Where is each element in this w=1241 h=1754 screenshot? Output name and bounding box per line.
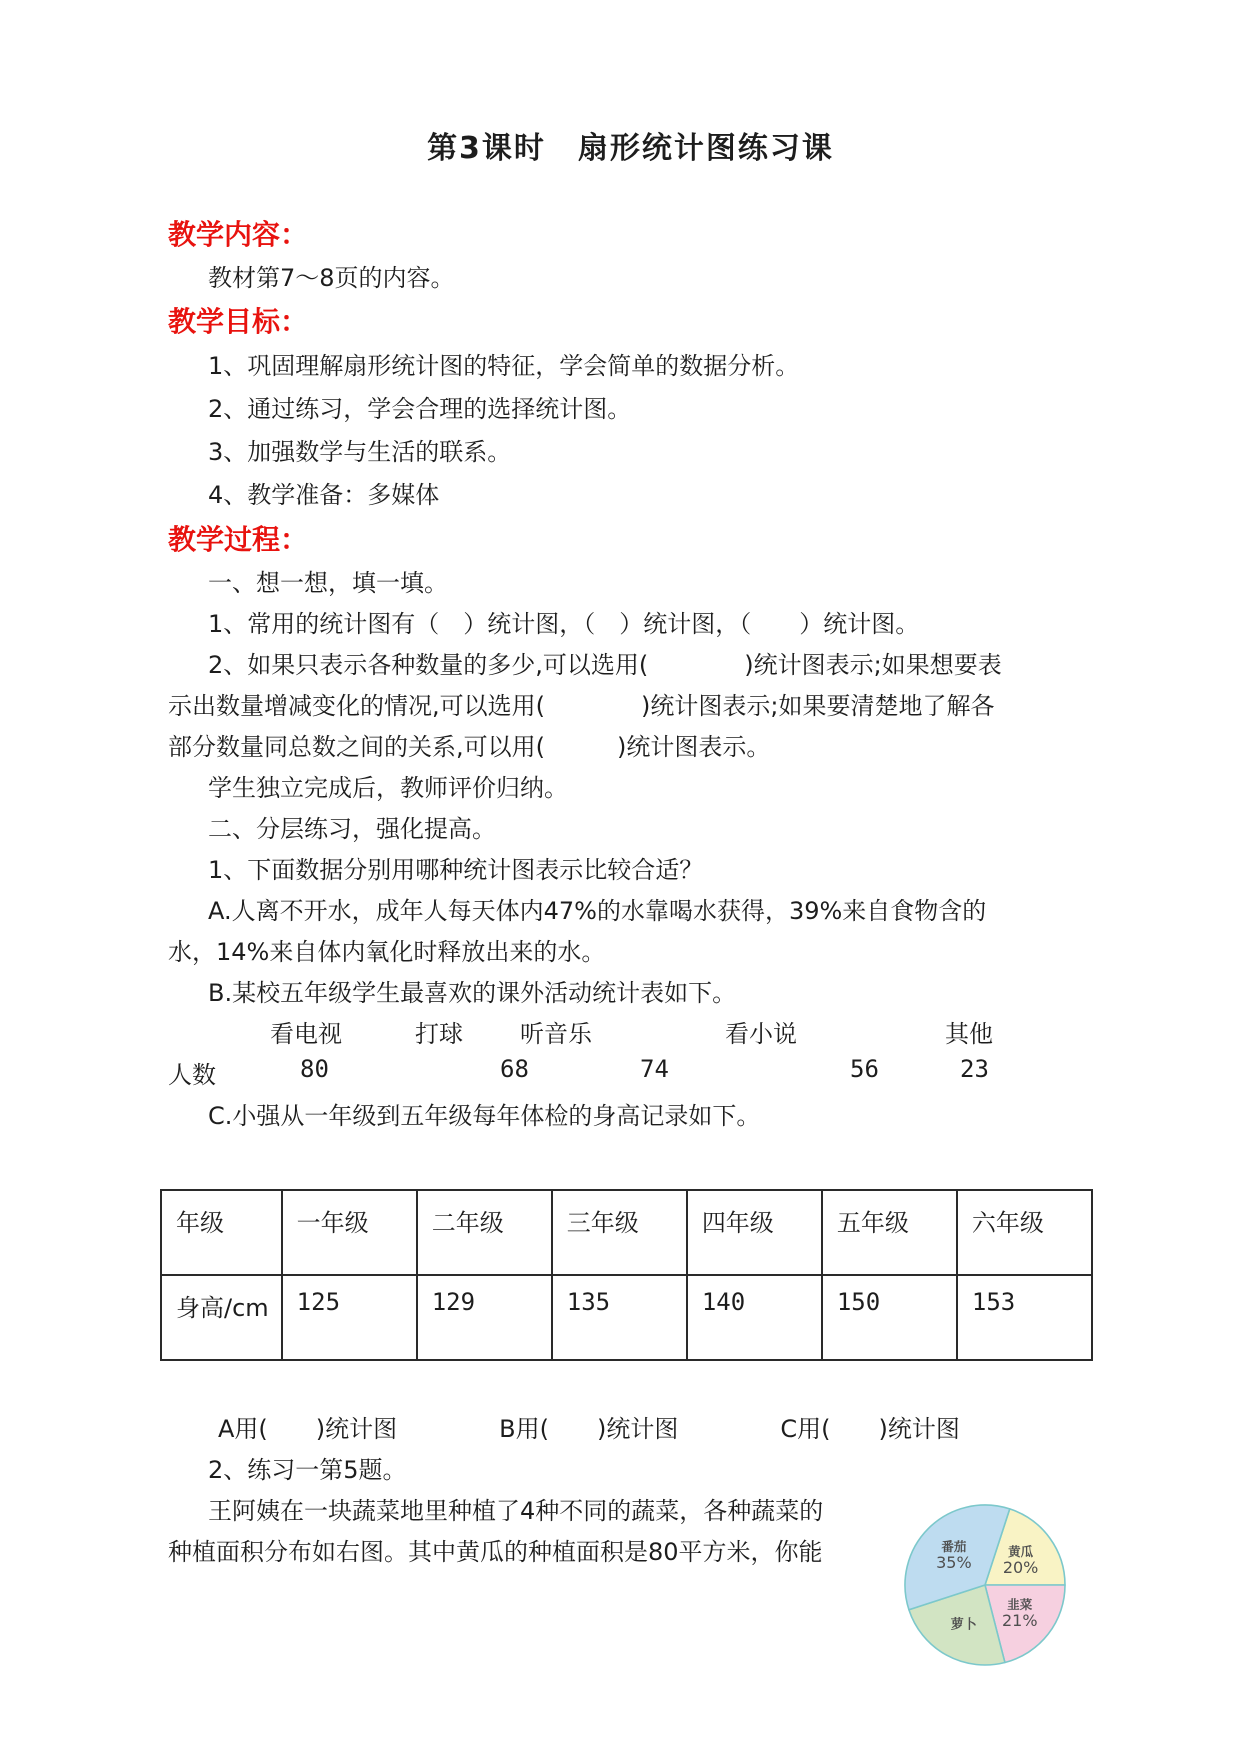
process-line: B.某校五年级学生最喜欢的课外活动统计表如下。 bbox=[208, 979, 737, 1007]
activity-label: 打球 bbox=[415, 1020, 463, 1048]
pie-slice-label: 番茄 35% bbox=[936, 1538, 972, 1572]
pie-slice-label: 韭菜 21% bbox=[1001, 1596, 1038, 1630]
table-cell: 135 bbox=[552, 1275, 687, 1360]
table-header-row bbox=[161, 1190, 1092, 1275]
process-line: 学生独立完成后，教师评价归纳。 bbox=[208, 774, 568, 802]
table-cell: 125 bbox=[282, 1275, 417, 1360]
table-cell: 150 bbox=[822, 1275, 957, 1360]
activity-labels-row bbox=[168, 1014, 1093, 1055]
height-table bbox=[160, 1189, 1093, 1361]
objective-item: 3、加强数学与生活的联系。 bbox=[208, 438, 512, 466]
table-cell: 153 bbox=[957, 1275, 1092, 1360]
activity-counts-label: 人数 bbox=[168, 1061, 216, 1089]
pie-chart-svg bbox=[901, 1501, 1069, 1669]
process-line: 示出数量增减变化的情况,可以选用( )统计图表示;如果要清楚地了解各 bbox=[168, 692, 995, 720]
answer-blank-c: C用( )统计图 bbox=[780, 1415, 960, 1443]
pie-slice-label: 萝卜 bbox=[950, 1617, 977, 1633]
answer-blank-b: B用( )统计图 bbox=[499, 1415, 679, 1443]
table-header-cell: 年级 bbox=[161, 1190, 282, 1275]
process-line-c: C.小强从一年级到五年级每年体检的身高记录如下。 bbox=[208, 1102, 761, 1130]
table-data-row bbox=[161, 1275, 1092, 1360]
activity-count: 80 bbox=[300, 1055, 329, 1083]
activity-label: 其他 bbox=[945, 1020, 993, 1048]
process-line: 一、想一想，填一填。 bbox=[208, 569, 448, 597]
exercise2-line: 王阿姨在一块蔬菜地里种植了4种不同的蔬菜，各种蔬菜的 bbox=[208, 1497, 824, 1525]
activity-count: 23 bbox=[960, 1055, 989, 1083]
process-line: 1、下面数据分别用哪种统计图表示比较合适？ bbox=[208, 856, 704, 884]
section-heading-objectives: 教学目标： bbox=[168, 305, 309, 338]
table-cell: 140 bbox=[687, 1275, 822, 1360]
page-title: 第3课时 扇形统计图练习课 bbox=[427, 131, 834, 166]
process-line: 部分数量同总数之间的关系,可以用( )统计图表示。 bbox=[168, 733, 771, 761]
table-header-cell: 二年级 bbox=[417, 1190, 552, 1275]
process-line: 2、如果只表示各种数量的多少,可以选用( )统计图表示;如果想要表 bbox=[208, 651, 1002, 679]
activity-label: 看电视 bbox=[270, 1020, 342, 1048]
table-header-cell: 六年级 bbox=[957, 1190, 1092, 1275]
table-header-cell: 一年级 bbox=[282, 1190, 417, 1275]
exercise2-line: 种植面积分布如右图。其中黄瓜的种植面积是80平方米，你能 bbox=[168, 1538, 823, 1566]
process-line: 1、常用的统计图有（ ）统计图，（ ）统计图，（ ）统计图。 bbox=[208, 610, 920, 638]
activity-label: 听音乐 bbox=[520, 1020, 592, 1048]
pie-slice-label: 黄瓜 20% bbox=[1002, 1544, 1039, 1578]
content-body-line: 教材第7～8页的内容。 bbox=[208, 264, 455, 292]
vegetable-pie-chart bbox=[901, 1501, 1069, 1669]
activity-count: 56 bbox=[850, 1055, 879, 1083]
activity-counts-row bbox=[168, 1055, 1093, 1096]
activity-label: 看小说 bbox=[725, 1020, 797, 1048]
table-cell: 129 bbox=[417, 1275, 552, 1360]
process-line: 二、分层练习，强化提高。 bbox=[208, 815, 496, 843]
process-line: A.人离不开水，成年人每天体内47%的水靠喝水获得，39%来自食物含的 bbox=[208, 897, 987, 925]
activity-count: 68 bbox=[500, 1055, 529, 1083]
answers-row bbox=[168, 1409, 1093, 1450]
answer-blank-a: A用( )统计图 bbox=[218, 1415, 398, 1443]
section-heading-process: 教学过程： bbox=[168, 523, 309, 556]
objective-item: 4、教学准备：多媒体 bbox=[208, 481, 440, 509]
section-heading-content: 教学内容： bbox=[168, 218, 309, 251]
table-header-cell: 三年级 bbox=[552, 1190, 687, 1275]
exercise2-label: 2、练习一第5题。 bbox=[208, 1456, 407, 1484]
table-header-cell: 四年级 bbox=[687, 1190, 822, 1275]
objective-item: 1、巩固理解扇形统计图的特征，学会简单的数据分析。 bbox=[208, 352, 800, 380]
activity-count: 74 bbox=[640, 1055, 669, 1083]
process-line: 水，14%来自体内氧化时释放出来的水。 bbox=[168, 938, 606, 966]
objective-item: 2、通过练习，学会合理的选择统计图。 bbox=[208, 395, 632, 423]
table-row-label: 身高/cm bbox=[161, 1275, 282, 1360]
document-content bbox=[168, 126, 1093, 1573]
table-header-cell: 五年级 bbox=[822, 1190, 957, 1275]
